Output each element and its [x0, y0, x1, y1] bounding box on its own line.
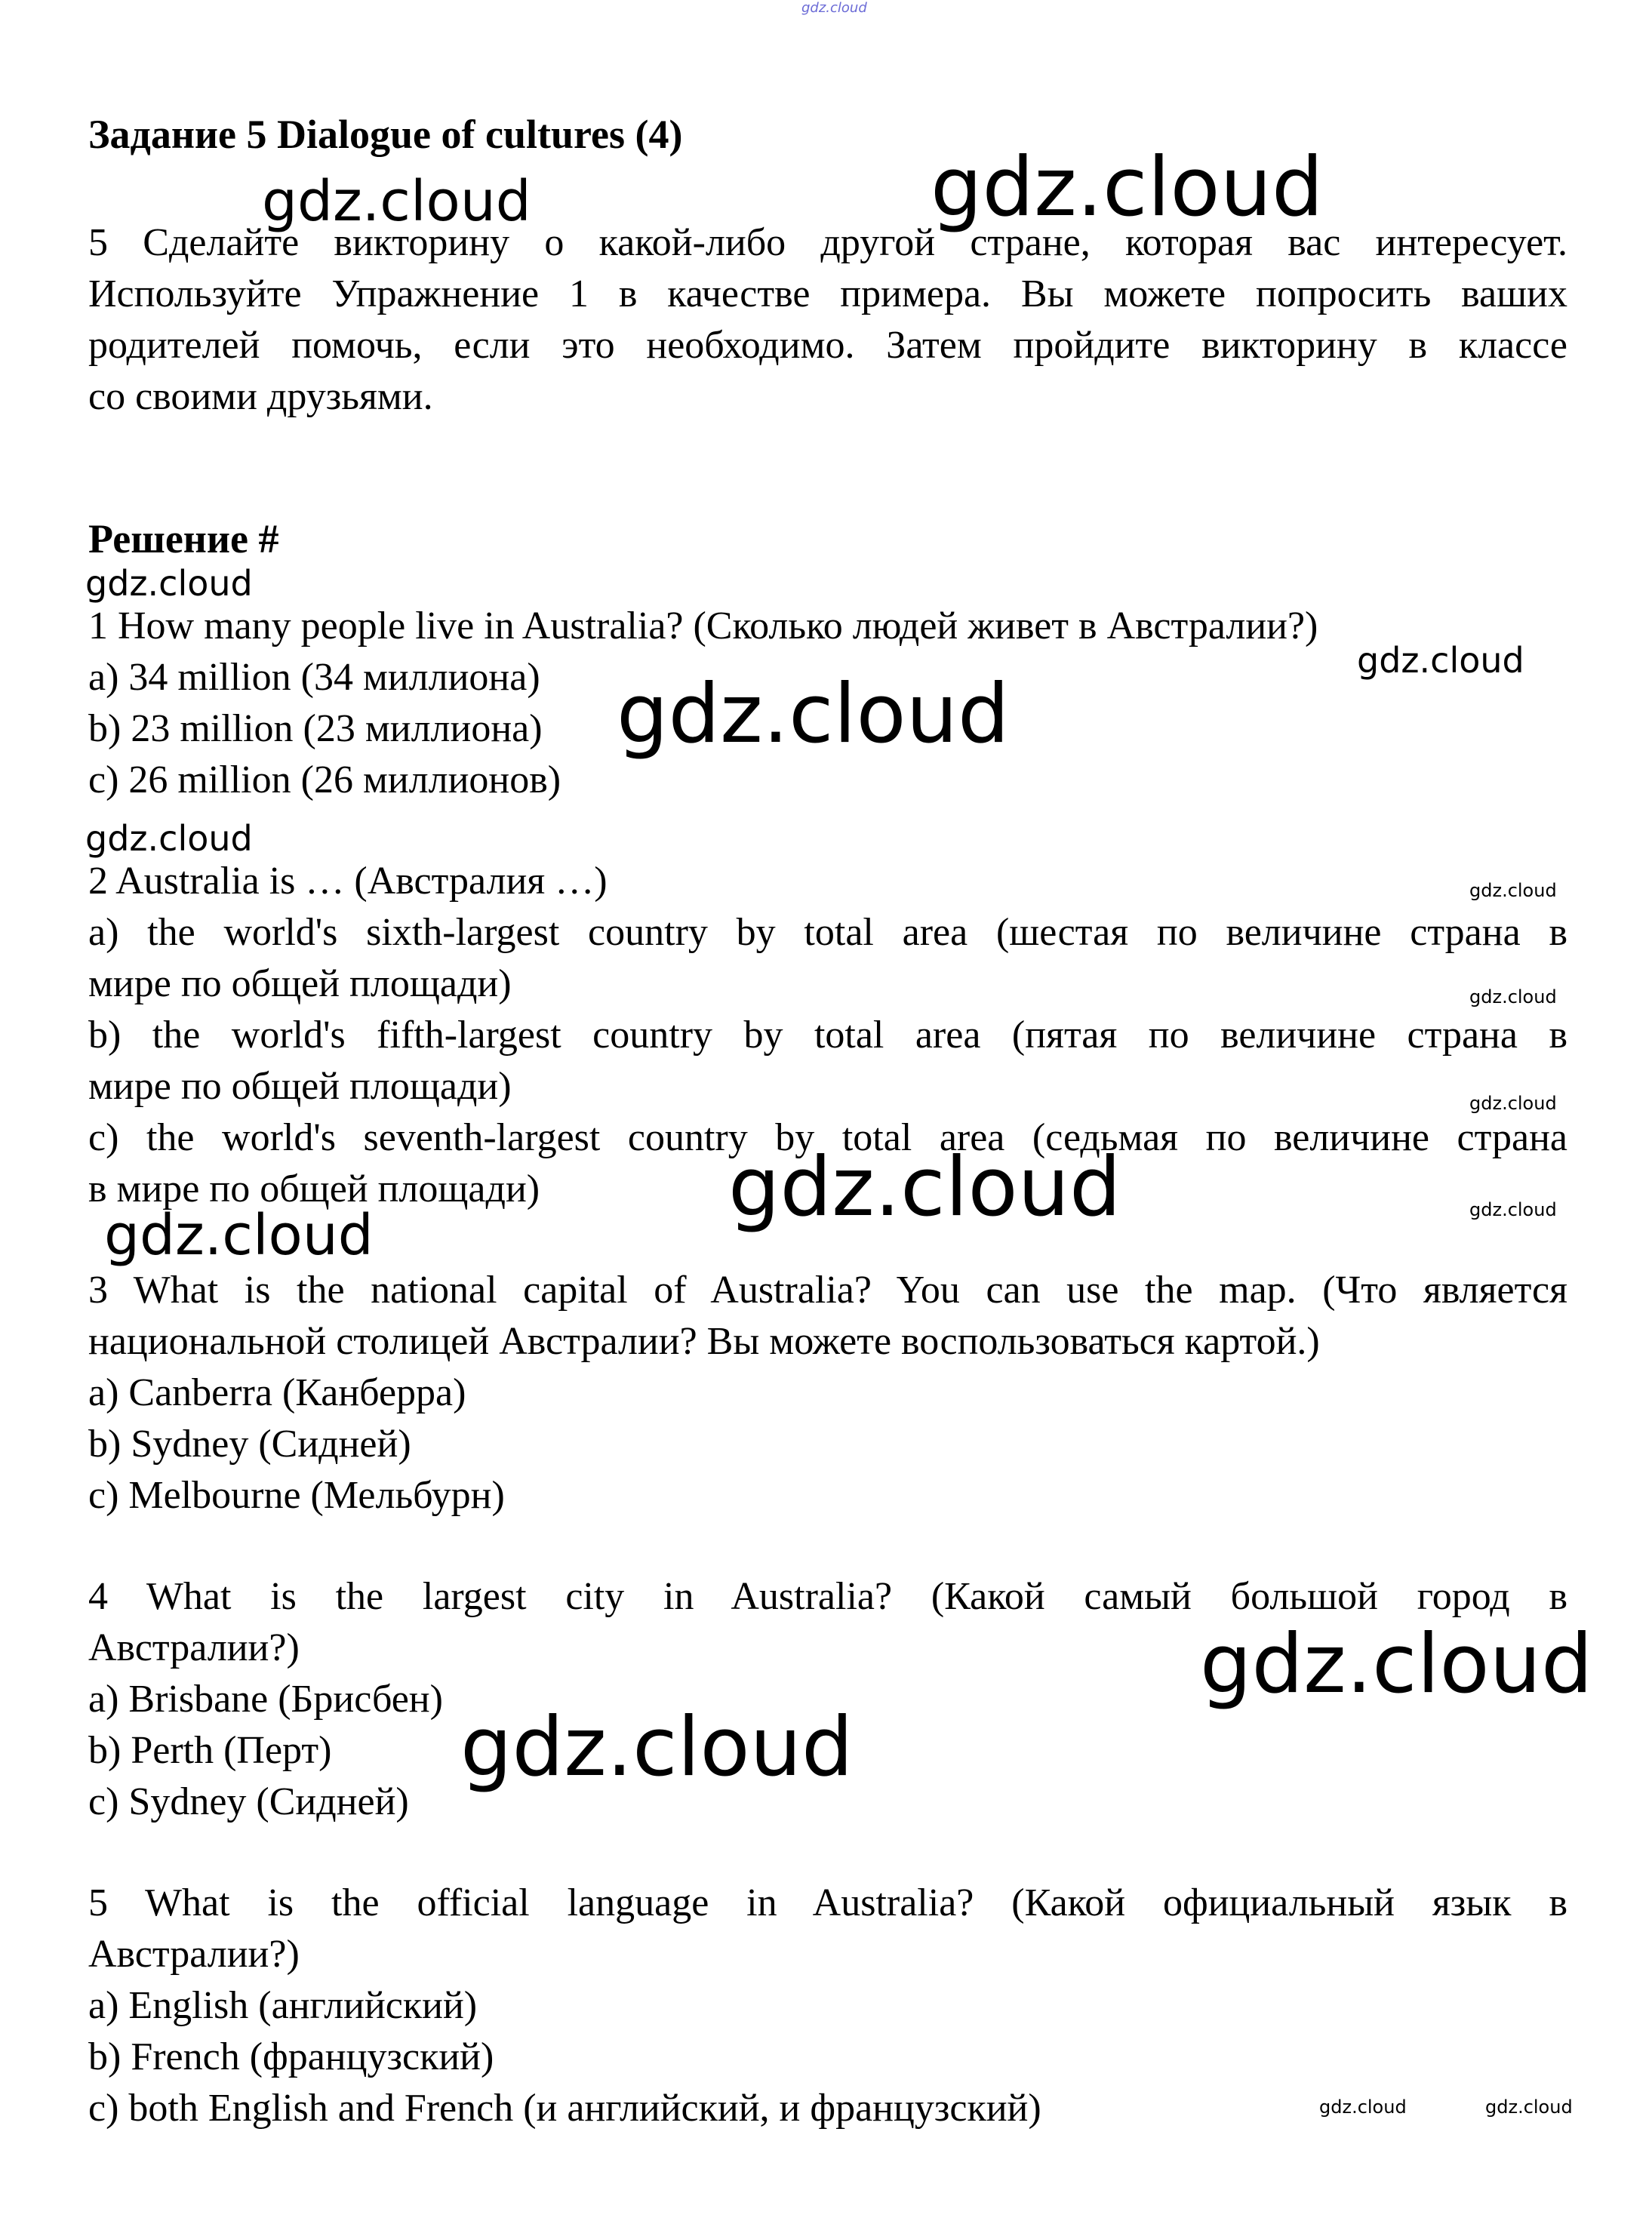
question-5-cont: Австралии?) [88, 1933, 300, 1976]
question-3: 3 What is the national capital of Australia? You can use the map. (Что является [88, 1269, 1567, 1312]
solution-heading: Решение # [88, 516, 279, 561]
question-2-option-c-cont: в мире по общей площади) [88, 1167, 540, 1210]
watermark: gdz.cloud [728, 1140, 1121, 1235]
question-4-cont: Австралии?) [88, 1626, 300, 1669]
question-2-option-a-cont: мире по общей площади) [88, 962, 512, 1005]
question-1-option-c: c) 26 million (26 миллионов) [88, 758, 561, 801]
question-2-option-a: a) the world's sixth-largest country by total area (шестая по величине страна в [88, 911, 1567, 954]
question-1-option-a: a) 34 million (34 миллиона) [88, 656, 540, 699]
watermark: gdz.cloud [85, 563, 253, 604]
watermark: gdz.cloud [1357, 640, 1524, 681]
watermark-top: gdz.cloud [801, 0, 867, 16]
question-4-option-a: a) Brisbane (Брисбен) [88, 1678, 443, 1721]
watermark: gdz.cloud [617, 667, 1010, 761]
question-2: 2 Australia is … (Австралия …) [88, 860, 608, 903]
question-4-option-c: c) Sydney (Сидней) [88, 1780, 409, 1823]
question-5-option-a: a) English (английский) [88, 1984, 478, 2027]
question-5-option-b: b) French (французский) [88, 2035, 494, 2078]
watermark: gdz.cloud [1485, 2096, 1573, 2118]
question-3-cont: национальной столицей Австралии? Вы можете воспользоваться картой.) [88, 1320, 1320, 1363]
question-4: 4 What is the largest city in Australia? (Какой самый большой город в [88, 1575, 1567, 1618]
question-5-option-c: c) both English and French (и английский, и французский) [88, 2087, 1041, 2130]
watermark: gdz.cloud [85, 818, 253, 859]
question-4-option-b: b) Perth (Перт) [88, 1729, 332, 1772]
question-2-option-c: c) the world's seventh-largest country by total area (седьмая по величине страна [88, 1116, 1567, 1159]
watermark: gdz.cloud [460, 1700, 854, 1795]
question-1: 1 How many people live in Australia? (Сколько людей живет в Австралии?) [88, 604, 1318, 648]
watermark: gdz.cloud [1469, 986, 1557, 1007]
question-2-option-b: b) the world's fifth-largest country by total area (пятая по величине страна в [88, 1014, 1567, 1057]
question-2-option-b-cont: мире по общей площади) [88, 1065, 512, 1108]
task-title: Задание 5 Dialogue of cultures (4) [88, 112, 683, 157]
instruction-line: со своими друзьями. [88, 375, 433, 418]
watermark: gdz.cloud [1469, 880, 1557, 901]
instruction-line: Используйте Упражнение 1 в качестве примера. Вы можете попросить ваших [88, 272, 1567, 315]
question-3-option-b: b) Sydney (Сидней) [88, 1423, 411, 1466]
watermark: gdz.cloud [262, 169, 531, 234]
watermark: gdz.cloud [1200, 1617, 1593, 1712]
question-5: 5 What is the official language in Australia? (Какой официальный язык в [88, 1881, 1567, 1924]
watermark: gdz.cloud [104, 1203, 374, 1268]
instruction-line: 5 Сделайте викторину о какой-либо другой стране, которая вас интересует. [88, 221, 1567, 264]
instruction-line: родителей помочь, если это необходимо. Затем пройдите викторину в классе [88, 324, 1567, 367]
question-3-option-c: c) Melbourne (Мельбурн) [88, 1474, 505, 1517]
watermark: gdz.cloud [1469, 1199, 1557, 1220]
question-3-option-a: a) Canberra (Канберра) [88, 1371, 466, 1414]
watermark: gdz.cloud [1319, 2096, 1407, 2118]
watermark: gdz.cloud [1469, 1093, 1557, 1114]
watermark: gdz.cloud [931, 140, 1324, 235]
question-1-option-b: b) 23 million (23 миллиона) [88, 707, 543, 750]
